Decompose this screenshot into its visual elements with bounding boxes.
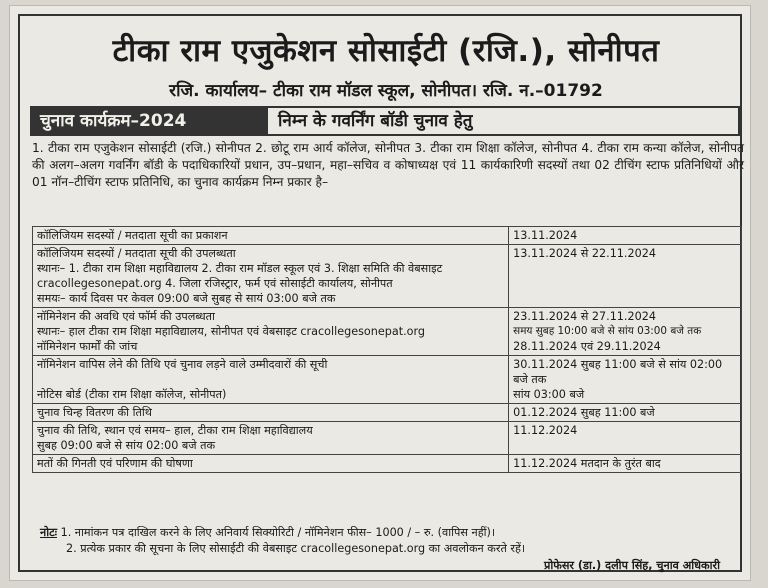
note-label: नोटः xyxy=(40,526,58,539)
event-cell: नॉमिनेशन की अवधि एवं फॉर्म की उपलब्धता स्थानः– हाल टीका राम शिक्षा महाविद्यालय, सोनीपत एवं वेबसाइट cracollegesonepat.org नॉमिनेशन फार्मों की जांच xyxy=(33,308,509,356)
table-row xyxy=(33,455,742,473)
note-line-1: नोटः 1. नामांकन पत्र दाखिल करने के लिए अनिवार्य सिक्योरिटी / नॉमिनेशन फीस– 1000 / – रु. (वापिस नहीं)। xyxy=(40,526,496,539)
table-row xyxy=(33,308,742,356)
table-row xyxy=(33,404,742,422)
table-row xyxy=(33,422,742,455)
election-banner xyxy=(30,106,740,136)
election-officer-signature: प्रोफेसर (डा.) दलीप सिंह, चुनाव अधिकारी xyxy=(543,559,720,572)
date-cell: 13.11.2024 से 22.11.2024 xyxy=(509,245,742,308)
election-programme-label: चुनाव कार्यक्रम–2024 xyxy=(30,106,268,136)
date-cell: 11.12.2024 xyxy=(509,422,742,455)
event-cell: मतों की गिनती एवं परिणाम की घोषणा xyxy=(33,455,509,473)
event-cell: कॉलिजियम सदस्यों / मतदाता सूची की उपलब्धता स्थानः– 1. टीका राम शिक्षा महाविद्यालय 2. टीका राम मॉडल स्कूल एवं 3. शिक्षा समिति की वेबसाइट cracollegesonepat.org 4. जिला रजिस्ट्रार, फर्म एवं सोसाईटी कार्यालय, सोनीपत समयः– कार्य दिवस पर केवल 09:00 बजे सुबह से सायं 03:00 बजे तक xyxy=(33,245,509,308)
society-title: टीका राम एजुकेशन सोसाईटी (रजि.), सोनीपत xyxy=(112,33,660,69)
table-row xyxy=(33,245,742,308)
newspaper-notice xyxy=(10,6,750,580)
date-cell: 23.11.2024 से 27.11.2024 समय सुबह 10:00 बजे से सांय 03:00 बजे तक 28.11.2024 एवं 29.11.2024 xyxy=(509,308,742,356)
intro-paragraph: 1. टीका राम एजुकेशन सोसाईटी (रजि.) सोनीपत 2. छोटू राम आर्य कॉलेज, सोनीपत 3. टीका राम शिक्षा कॉलेज, सोनीपत 4. टीका राम कन्या कॉलेज, सोनीपत की अलग–अलग गवर्निंग बॉडी के पदाधिकारियों प्रधान, उप–प्रधान, महा–सचिव व कोषाध्यक्ष एवं 11 कार्यकारिणी सदस्यों तथा 02 टीचिंग स्टाफ प्रतिनिधियों और 01 नॉन–टीचिंग स्टाफ प्रतिनिधि, का चुनाव कार्यक्रम निम्न प्रकार है– xyxy=(32,141,744,189)
table-row xyxy=(33,227,742,245)
availability-time: समयः– कार्य दिवस पर केवल 09:00 बजे सुबह से सायं 03:00 बजे तक xyxy=(37,292,336,305)
date-cell: 01.12.2024 सुबह 11:00 बजे xyxy=(509,404,742,422)
date-cell: 11.12.2024 मतदान के तुरंत बाद xyxy=(509,455,742,473)
table-row xyxy=(33,356,742,404)
event-cell: नॉमिनेशन वापिस लेने की तिथि एवं चुनाव लड़ने वाले उम्मीदवारों की सूची नोटिस बोर्ड (टीका राम शिक्षा कॉलेज, सोनीपत) xyxy=(33,356,509,404)
note-line-2: 2. प्रत्येक प्रकार की सूचना के लिए सोसाईटी की वेबसाइट cracollegesonepat.org का अवलोकन करते रहें। xyxy=(66,542,526,555)
event-cell: चुनाव चिन्ह वितरण की तिथि xyxy=(33,404,509,422)
date-cell: 30.11.2024 सुबह 11:00 बजे से सांय 02:00 बजे तक सांय 03:00 बजे xyxy=(509,356,742,404)
availability-place: स्थानः– 1. टीका राम शिक्षा महाविद्यालय 2. टीका राम मॉडल स्कूल एवं 3. शिक्षा समिति की वेबसाइट cracollegesonepat.org 4. जिला रजिस्ट्रार, फर्म एवं सोसाईटी कार्यालय, सोनीपत xyxy=(37,262,443,290)
election-schedule-table xyxy=(32,226,742,473)
governing-body-label: निम्न के गवर्निंग बॉडी चुनाव हेतु xyxy=(268,106,740,136)
date-cell: 13.11.2024 xyxy=(509,227,742,245)
event-cell: कॉलिजियम सदस्यों / मतदाता सूची का प्रकाशन xyxy=(33,227,509,245)
event-cell: चुनाव की तिथि, स्थान एवं समय– हाल, टीका राम शिक्षा महाविद्यालय सुबह 09:00 बजे से सांय 02:00 बजे तक xyxy=(33,422,509,455)
registered-office-line: रजि. कार्यालय– टीका राम मॉडल स्कूल, सोनीपत। रजि. न.–01792 xyxy=(169,81,603,101)
notes-section xyxy=(40,525,740,557)
